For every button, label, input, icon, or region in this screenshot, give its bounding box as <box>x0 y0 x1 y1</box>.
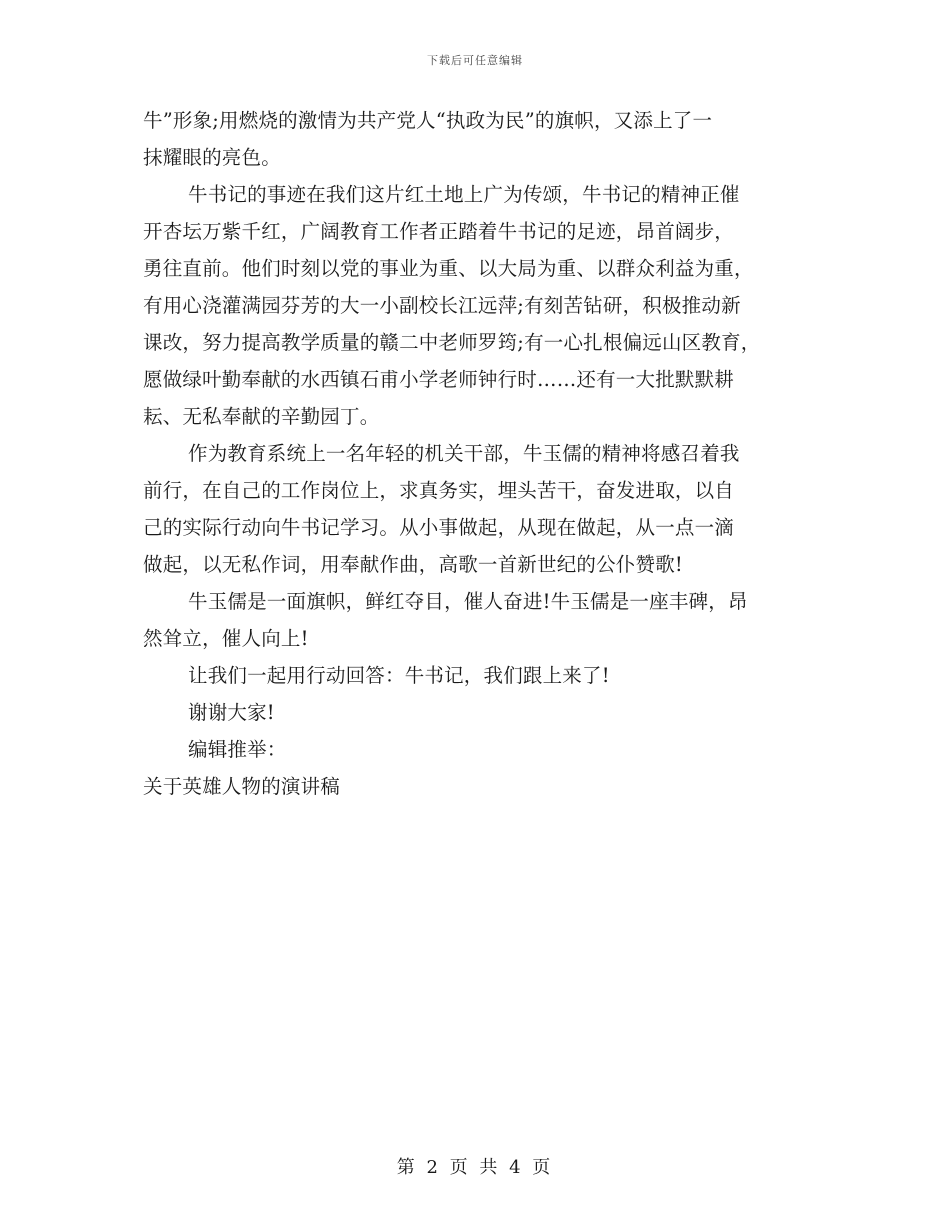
body-line: 谢谢大家! <box>188 701 275 724</box>
body-line: 有用心浇灌满园芬芳的大一小副校长江远萍;有刻苦钻研，积极推动新 <box>143 294 741 317</box>
body-line: 愿做绿叶勤奉献的水西镇石甫小学老师钟行时……还有一大批默默耕 <box>143 368 735 391</box>
body-line: 牛玉儒是一面旗帜，鲜红夺目，催人奋进!牛玉儒是一座丰碑，昂 <box>188 590 748 613</box>
page-header-note: 下载后可任意编辑 <box>427 54 523 67</box>
body-line: 勇往直前。他们时刻以党的事业为重、以大局为重、以群众利益为重， <box>143 257 754 280</box>
body-line: 牛书记的事迹在我们这片红土地上广为传颂，牛书记的精神正催 <box>188 183 740 206</box>
body-line: 耘、无私奉献的辛勤园丁。 <box>143 405 380 428</box>
body-line: 编辑推举： <box>188 738 287 761</box>
body-line: 做起，以无私作词，用奉献作曲，高歌一首新世纪的公仆赞歌! <box>143 553 683 576</box>
body-line: 作为教育系统上一名年轻的机关干部，牛玉儒的精神将感召着我 <box>188 442 740 465</box>
body-line: 己的实际行动向牛书记学习。从小事做起，从现在做起，从一点一滴 <box>143 516 735 539</box>
document-body <box>143 102 813 805</box>
body-line: 抹耀眼的亮色。 <box>143 146 281 169</box>
body-line: 让我们一起用行动回答：牛书记，我们跟上来了! <box>188 664 610 687</box>
body-line: 然耸立，催人向上! <box>143 627 309 650</box>
body-line: 课改，努力提高教学质量的赣二中老师罗筠;有一心扎根偏远山区教育， <box>143 331 761 354</box>
body-line: 前行，在自己的工作岗位上，求真务实，埋头苦干，奋发进取，以自 <box>143 479 735 502</box>
page-number: 第 2 页 共 4 页 <box>396 1157 554 1178</box>
related-article-link[interactable]: 关于英雄人物的演讲稿 <box>143 775 341 798</box>
body-line: 牛”形象;用燃烧的激情为共产党人“执政为民”的旗帜，又添上了一 <box>143 109 713 132</box>
body-line: 开杏坛万紫千红，广阔教育工作者正踏着牛书记的足迹，昂首阔步， <box>143 220 735 243</box>
